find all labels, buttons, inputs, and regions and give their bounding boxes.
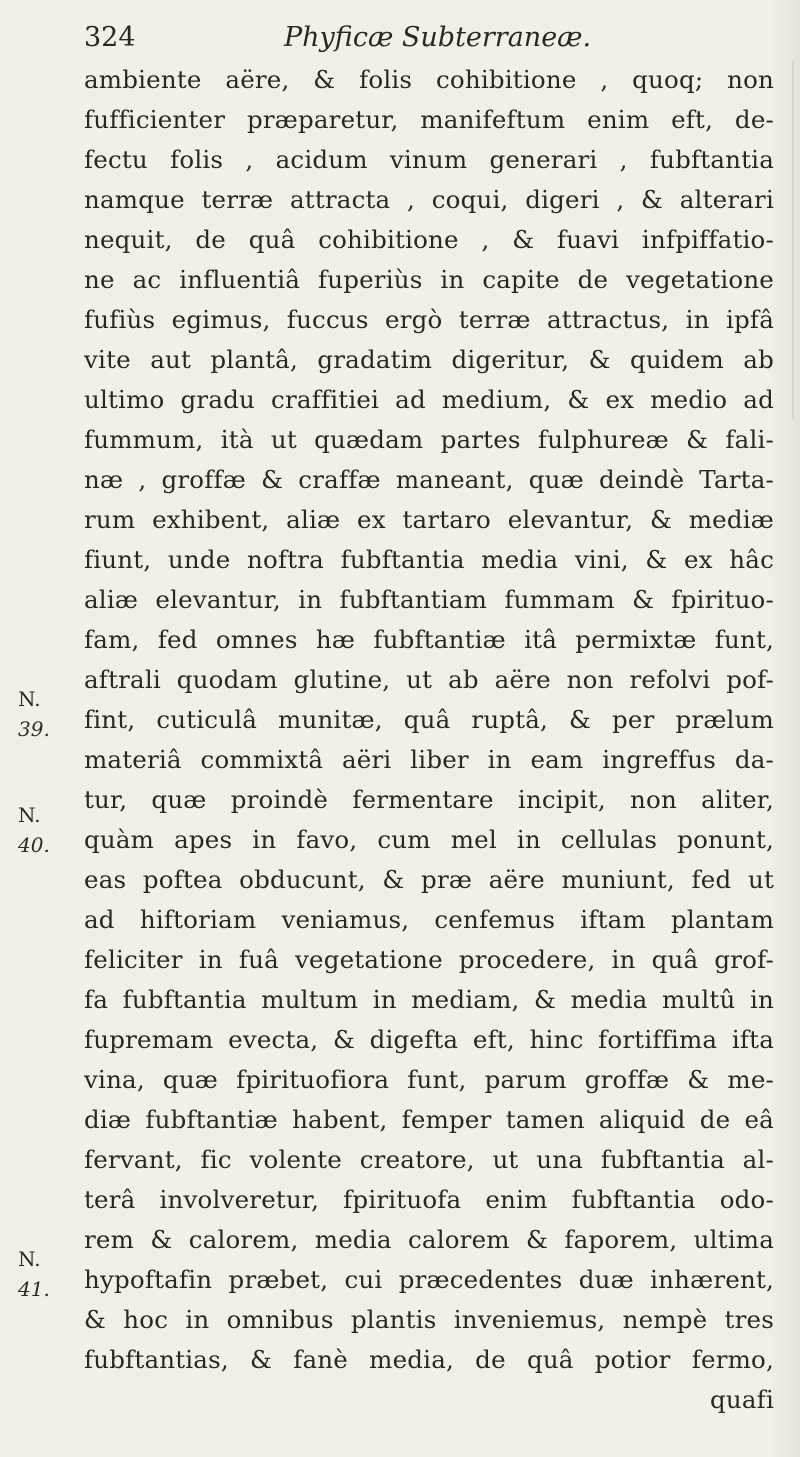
margin-note-41	[18, 1244, 78, 1304]
text-line: ultimo gradu craffitiei ad medium, & ex medio ad	[84, 385, 774, 414]
text-line: fupremam evecta, & digefta eft, hinc fortiffima ifta	[84, 1025, 774, 1054]
text-line: rem & calorem, media calorem & faporem, ultima	[84, 1225, 774, 1254]
margin-note-letter: N.	[18, 803, 41, 827]
text-line: vite aut plantâ, gradatim digeritur, & quidem ab	[84, 345, 774, 374]
margin-note-40	[18, 800, 78, 860]
text-line: tur, quæ proindè fermentare incipit, non aliter,	[84, 785, 774, 814]
page-number: 324	[84, 22, 136, 53]
text-line: rum exhibent, aliæ ex tartaro elevantur, & mediæ	[84, 505, 774, 534]
text-line: namque terræ attracta , coqui, digeri , & alterari	[84, 185, 774, 214]
text-line: diæ fubftantiæ habent, femper tamen aliquid de eâ	[84, 1105, 774, 1134]
text-line: fam, fed omnes hæ fubftantiæ itâ permixtæ funt,	[84, 625, 774, 654]
text-line: fa fubftantia multum in mediam, & media multû in	[84, 985, 774, 1014]
catchword: quafi	[710, 1385, 774, 1414]
page-edge-shadow	[792, 60, 794, 420]
margin-note-number: 39.	[18, 717, 50, 741]
text-line: fufiùs egimus, fuccus ergò terræ attractus, in ipfâ	[84, 305, 774, 334]
text-line: hypoftafin præbet, cui præcedentes duæ inhærent,	[84, 1265, 774, 1294]
text-line: ad hiftoriam veniamus, cenfemus iftam plantam	[84, 905, 774, 934]
text-line: feliciter in fuâ vegetatione procedere, in quâ grof-	[84, 945, 774, 974]
text-line: vina, quæ fpirituofiora funt, parum groffæ & me-	[84, 1065, 774, 1094]
margin-note-number: 40.	[18, 833, 50, 857]
text-line: ambiente aëre, & folis cohibitione , quoq; non	[84, 65, 774, 94]
text-line: ne ac influentiâ fuperiùs in capite de vegetatione	[84, 265, 774, 294]
text-line: fint, cuticulâ munitæ, quâ ruptâ, & per prælum	[84, 705, 774, 734]
text-line: fiunt, unde noftra fubftantia media vini, & ex hâc	[84, 545, 774, 574]
running-head: Phyficæ Subterraneæ.	[284, 22, 592, 53]
margin-note-letter: N.	[18, 1247, 41, 1271]
margin-note-letter: N.	[18, 687, 41, 711]
text-line: næ , groffæ & craffæ maneant, quæ deindè Tarta-	[84, 465, 774, 494]
text-line: fufficienter præparetur, manifeftum enim eft, de-	[84, 105, 774, 134]
text-line: aftrali quodam glutine, ut ab aëre non refolvi pof-	[84, 665, 774, 694]
margin-note-39	[18, 684, 78, 744]
text-line: fervant, fic volente creatore, ut una fubftantia al-	[84, 1145, 774, 1174]
text-line: materiâ commixtâ aëri liber in eam ingreffus da-	[84, 745, 774, 774]
text-line: aliæ elevantur, in fubftantiam fummam & fpirituo-	[84, 585, 774, 614]
text-line: fummum, ità ut quædam partes fulphureæ & fali-	[84, 425, 774, 454]
margin-note-number: 41.	[18, 1277, 50, 1301]
text-line: eas poftea obducunt, & præ aëre muniunt, fed ut	[84, 865, 774, 894]
text-line: nequit, de quâ cohibitione , & fuavi infpiffatio-	[84, 225, 774, 254]
text-line: fubftantias, & fanè media, de quâ potior fermo,	[84, 1345, 774, 1374]
text-line: fectu folis , acidum vinum generari , fubftantia	[84, 145, 774, 174]
text-line: terâ involveretur, fpirituofa enim fubftantia odo-	[84, 1185, 774, 1214]
page-header	[84, 18, 764, 58]
text-line: & hoc in omnibus plantis inveniemus, nempè tres	[84, 1305, 774, 1334]
text-line: quàm apes in favo, cum mel in cellulas ponunt,	[84, 825, 774, 854]
